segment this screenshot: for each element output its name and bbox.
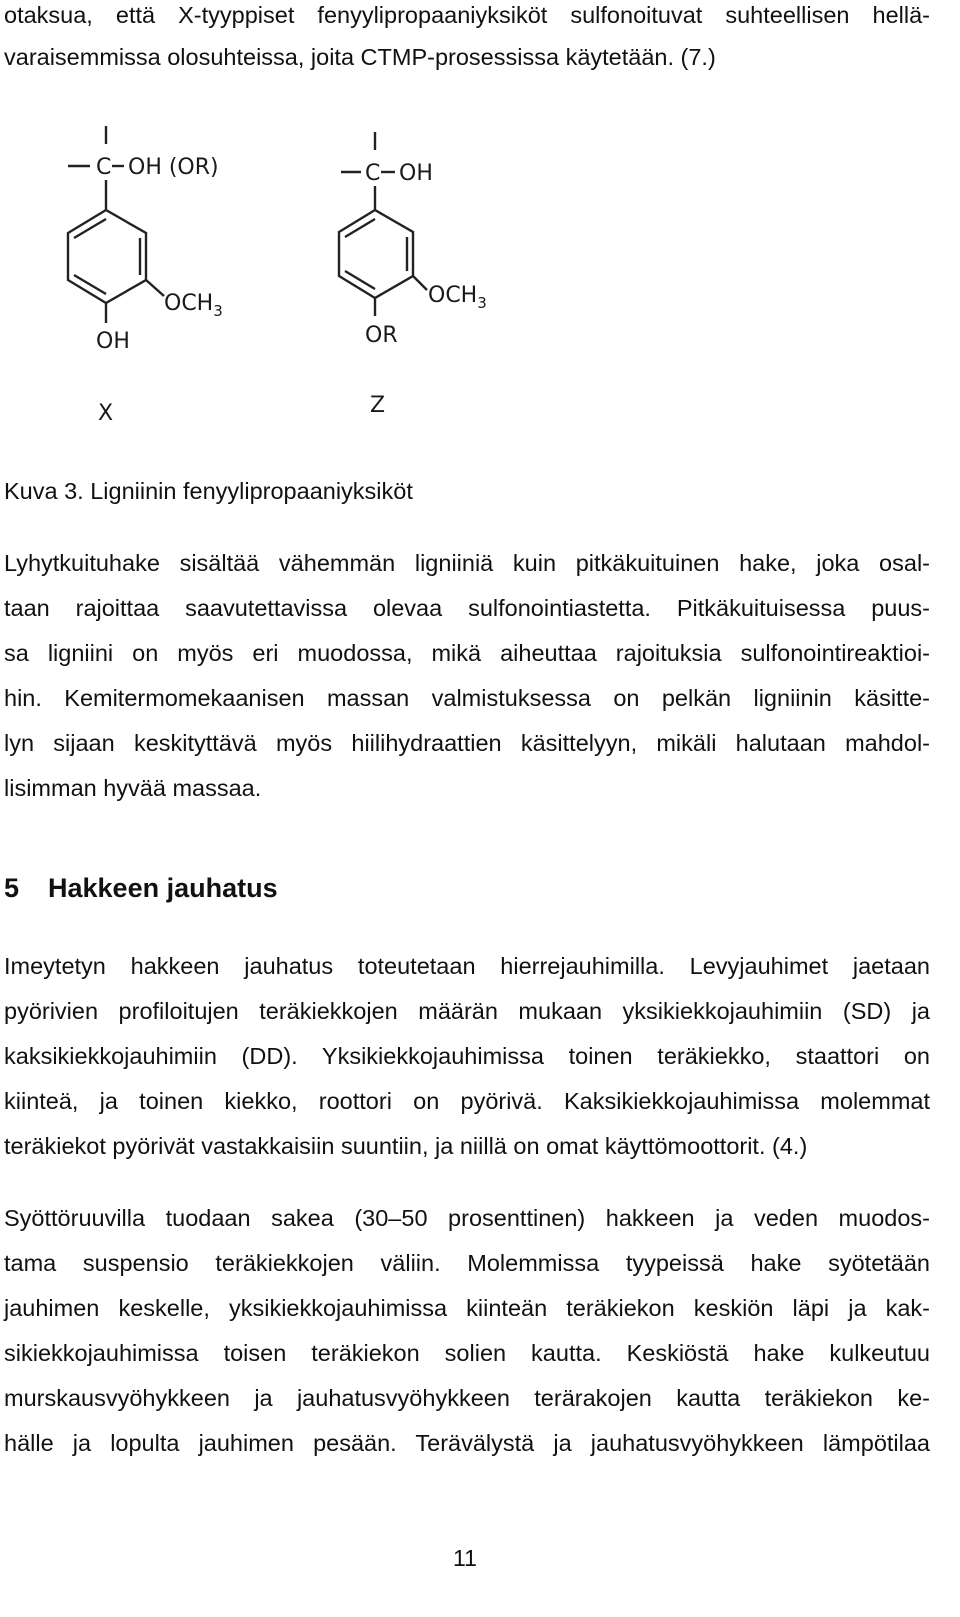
structure-x-label: X (98, 401, 114, 426)
text-line: sa ligniini on myös eri muodossa, mikä aiheuttaa rajoituksia sulfonointireaktioi- (4, 640, 930, 666)
text-line: Imeytetyn hakkeen jauhatus toteutetaan hierrejauhimilla. Levyjauhimet jaetaan (4, 953, 930, 979)
text-line: jauhimen keskelle, yksikiekkojauhimissa kiinteän teräkiekon keskiön läpi ja kak- (4, 1295, 930, 1321)
structure-x-top-group: C (96, 155, 112, 180)
text-line: lisimman hyvää massaa. (4, 775, 262, 801)
text-line: otaksua, että X-tyyppiset fenyylipropaaniyksiköt sulfonoituvat suhteellisen hellä- (4, 2, 930, 28)
text-line: kiinteä, ja toinen kiekko, roottori on pyörivä. Kaksikiekkojauhimissa molemmat (4, 1088, 930, 1114)
text-line: tama suspensio teräkiekkojen väliin. Molemmissa tyypeissä hake syötetään (4, 1250, 930, 1276)
double-bond-line (345, 271, 375, 289)
section-title: Hakkeen jauhatus (48, 873, 278, 903)
structure-z-top-group: C (365, 161, 381, 186)
text-line: murskausvyöhykkeen ja jauhatusvyöhykkeen terärakojen kautta teräkiekon ke- (4, 1385, 930, 1411)
text-line: teräkiekot pyörivät vastakkaisiin suuntiin, ja niillä on omat käyttömoottorit. (4.) (4, 1133, 808, 1159)
double-bond-line (74, 219, 106, 238)
structure-x-top-substituent: OH (OR) (128, 155, 219, 180)
structure-x-diagram (60, 118, 300, 438)
section-heading (4, 870, 278, 906)
structure-z-bottom-group: OR (365, 323, 398, 348)
structure-z-diagram (335, 124, 575, 424)
benzene-ring (68, 210, 146, 303)
text-line: sikiekkojauhimissa toisen teräkiekon solien kautta. Keskiöstä hake kulkeutuu (4, 1340, 930, 1366)
page-number: 11 (453, 1545, 477, 1571)
figure-caption: Kuva 3. Ligniinin fenyylipropaaniyksiköt (4, 478, 413, 504)
text-line: varaisemmissa olosuhteissa, joita CTMP-prosessissa käytetään. (7.) (4, 44, 716, 70)
benzene-ring (339, 210, 413, 298)
structure-x-side-group: $OCH_3$ (164, 291, 223, 320)
text-line: hin. Kemitermomekaanisen massan valmistuksessa on pelkän ligniinin käsitte- (4, 685, 930, 711)
text-line: kaksikiekkojauhimiin (DD). Yksikiekkojauhimissa toinen teräkiekko, staattori on (4, 1043, 930, 1069)
bond-line (413, 276, 427, 290)
structure-z-side-group: $OCH_3$ (428, 283, 487, 312)
text-line: Syöttöruuvilla tuodaan sakea (30–50 prosenttinen) hakkeen ja veden muodos- (4, 1205, 930, 1231)
text-line: lyn sijaan keskityttävä myös hiilihydraattien käsittelyyn, mikäli halutaan mahdol- (4, 730, 930, 756)
bond-line (146, 280, 164, 296)
double-bond-line (345, 219, 375, 237)
structure-z-top-substituent: OH (399, 161, 433, 186)
text-line: taan rajoittaa saavutettavissa olevaa sulfonointiastetta. Pitkäkuituisessa puus- (4, 595, 930, 621)
text-line: hälle ja lopulta jauhimen pesään. Terävälystä ja jauhatusvyöhykkeen lämpötilaa (4, 1430, 930, 1456)
structure-x-bottom-group: OH (96, 329, 130, 354)
text-line: Lyhytkuituhake sisältää vähemmän ligniiniä kuin pitkäkuituinen hake, joka osal- (4, 550, 930, 576)
structure-z-label: Z (370, 393, 386, 418)
double-bond-line (74, 275, 106, 294)
text-line: pyörivien profiloitujen teräkiekkojen määrän mukaan yksikiekkojauhimiin (SD) ja (4, 998, 930, 1024)
section-number: 5 (4, 873, 20, 903)
